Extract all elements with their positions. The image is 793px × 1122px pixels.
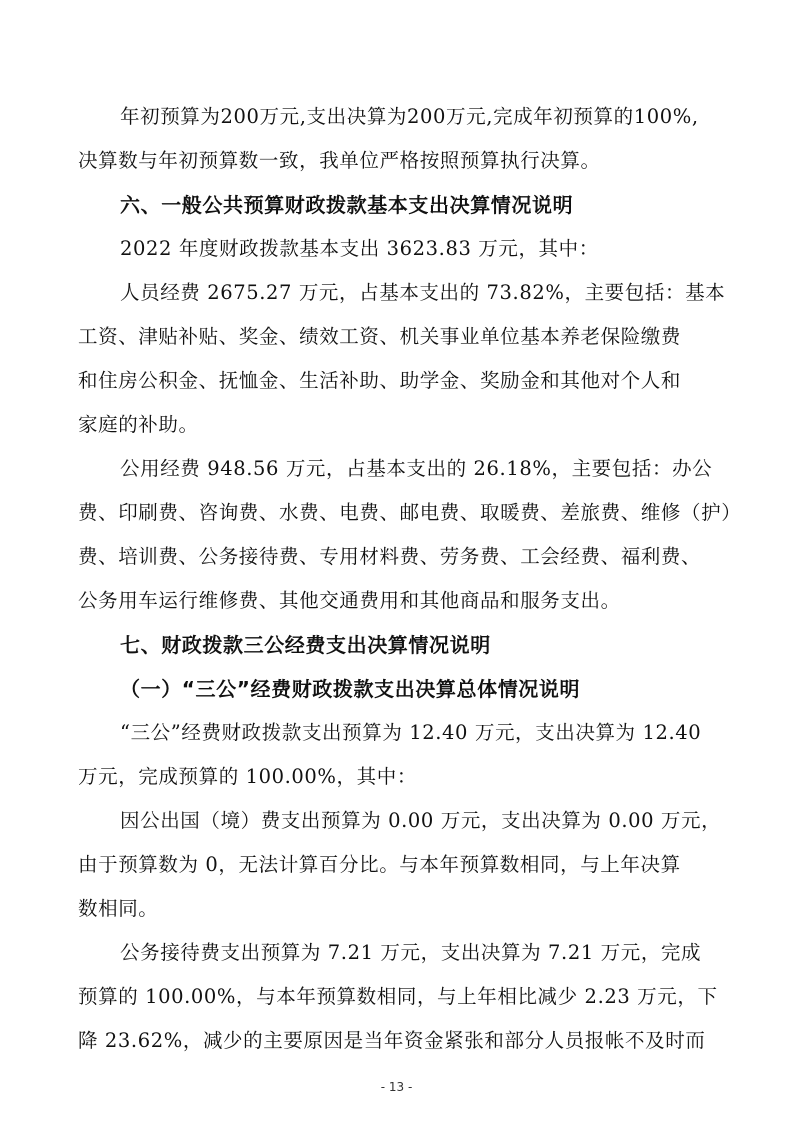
paragraph-line: 公务接待费支出预算为 7.21 万元，支出决算为 7.21 万元，完成	[120, 941, 702, 964]
paragraph-line: 降 23.62%，减少的主要原因是当年资金紧张和部分人员报帐不及时而	[78, 1029, 706, 1052]
paragraph-line: 工资、津贴补贴、奖金、绩效工资、机关事业单位基本养老保险缴费	[78, 325, 682, 348]
paragraph-line: 和住房公积金、抚恤金、生活补助、助学金、奖励金和其他对个人和	[78, 369, 682, 392]
paragraph-line: 由于预算数为 0，无法计算百分比。与本年预算数相同，与上年决算	[78, 853, 681, 876]
paragraph-line: 费、培训费、公务接待费、专用材料费、劳务费、工会经费、福利费、	[78, 545, 702, 568]
section-heading: 七、财政拨款三公经费支出决算情况说明	[120, 633, 491, 657]
paragraph-line: 公用经费 948.56 万元，占基本支出的 26.18%，主要包括：办公	[120, 457, 713, 480]
paragraph-line: 费、印刷费、咨询费、水费、电费、邮电费、取暖费、差旅费、维修（护）	[78, 501, 742, 524]
paragraph-line: 家庭的补助。	[78, 413, 199, 436]
paragraph-line: “三公”经费财政拨款支出预算为 12.40 万元，支出决算为 12.40	[120, 721, 702, 744]
page-number: - 13 -	[380, 1080, 413, 1094]
paragraph-line: 年初预算为200万元,支出决算为200万元,完成年初预算的100%,	[120, 105, 699, 128]
paragraph-line: 预算的 100.00%，与本年预算数相同，与上年相比减少 2.23 万元，下	[78, 985, 718, 1008]
paragraph-line: 公务用车运行维修费、其他交通费用和其他商品和服务支出。	[78, 589, 621, 612]
section-heading: 六、一般公共预算财政拨款基本支出决算情况说明	[120, 193, 574, 217]
paragraph-line: 因公出国（境）费支出预算为 0.00 万元，支出决算为 0.00 万元，	[120, 809, 722, 832]
paragraph-line: 数相同。	[78, 897, 159, 920]
paragraph-line: 决算数与年初预算数一致，我单位严格按照预算执行决算。	[78, 149, 601, 172]
subsection-heading: （一）“三公”经费财政拨款支出决算总体情况说明	[120, 677, 581, 701]
paragraph-line: 人员经费 2675.27 万元，占基本支出的 73.82%，主要包括：基本	[120, 281, 726, 304]
paragraph-line: 万元，完成预算的 100.00%，其中：	[78, 765, 417, 788]
paragraph-line: 2022 年度财政拨款基本支出 3623.83 万元，其中：	[120, 237, 599, 260]
